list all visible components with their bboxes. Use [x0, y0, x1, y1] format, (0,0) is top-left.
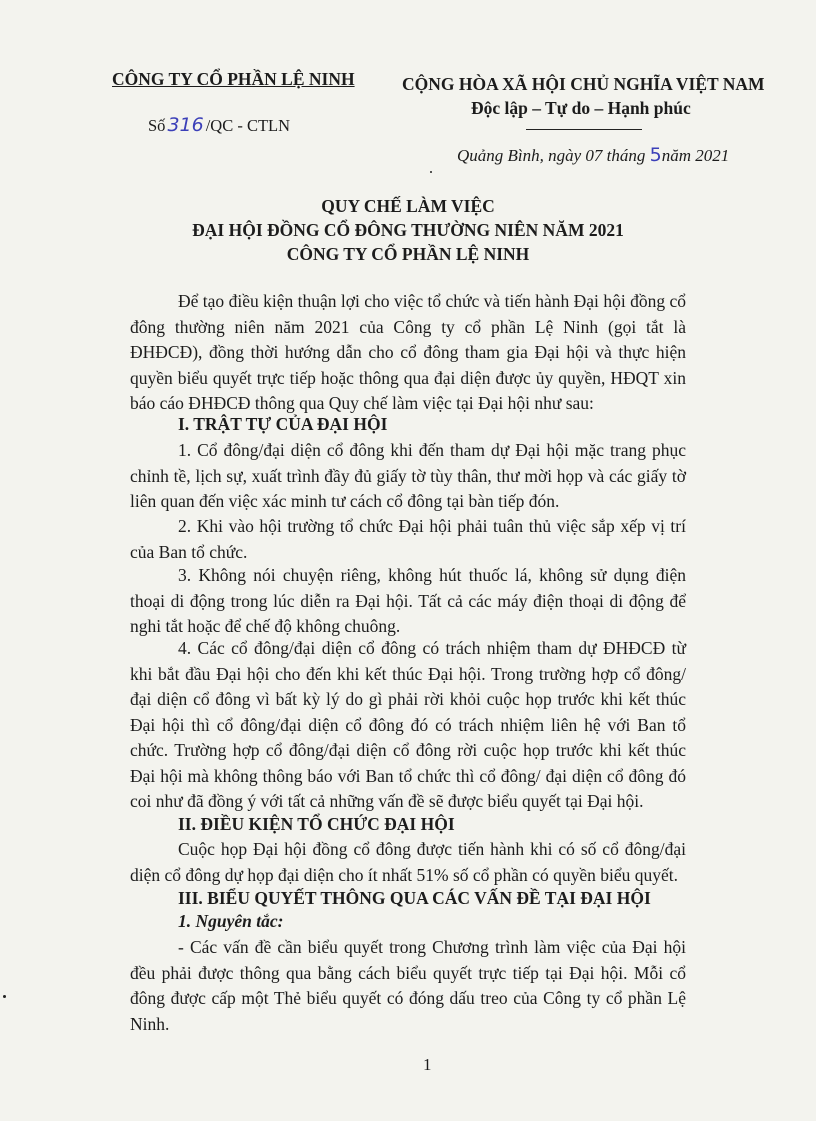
section-1-heading: I. TRẬT TỰ CỦA ĐẠI HỘI — [178, 414, 388, 434]
section-3-heading: III. BIỂU QUYẾT THÔNG QUA CÁC VẤN ĐỀ TẠI ĐẠI HỘI — [178, 888, 651, 908]
document-number — [148, 114, 290, 136]
handwritten-month: 5 — [649, 144, 662, 166]
motto: Độc lập – Tự do – Hạnh phúc — [471, 98, 691, 118]
title-line-3: CÔNG TY CỔ PHẦN LỆ NINH — [286, 244, 530, 264]
section-1-item-4: 4. Các cổ đông/đại diện cổ đông có trách nhiệm tham dự ĐHĐCĐ từ khi bắt đầu Đại hội cho đến khi kết thúc Đại hội. Trong trường hợp cổ đông/đại diện cổ đông vì bất kỳ lý do gì phải rời khỏi cuộc họp trước khi kết thúc Đại hội thì cổ đông/đại diện cổ đông đó có trách nhiệm liên hệ với Ban tổ chức. Trường hợp cổ đông/đại diện cổ đông rời cuộc họp trước khi kết thúc Đại hội mà không thông báo với Ban tổ chức thì cổ đông/ đại diện cổ đông đó coi như đã đồng ý với tất cả những vấn đề sẽ được biểu quyết tại Đại hội. — [130, 638, 686, 811]
date-prefix: Quảng Bình, ngày 07 tháng — [457, 146, 646, 165]
number-prefix: Số — [148, 116, 166, 135]
date-line — [457, 144, 729, 166]
handwritten-number: 316 — [167, 114, 204, 136]
country-name: CỘNG HÒA XÃ HỘI CHỦ NGHĨA VIỆT NAM — [402, 74, 765, 94]
section-2-text: Cuộc họp Đại hội đồng cổ đông được tiến hành khi có số cổ đông/đại diện cổ đông dự họp đại diện cho ít nhất 51% số cổ phần có quyền biểu quyết. — [130, 839, 686, 885]
company-name: CÔNG TY CỔ PHẦN LỆ NINH — [112, 69, 355, 89]
title-line-2: ĐẠI HỘI ĐỒNG CỔ ĐÔNG THƯỜNG NIÊN NĂM 2021 — [192, 220, 624, 240]
motto-underline — [526, 129, 642, 130]
title-line-1: QUY CHẾ LÀM VIỆC — [321, 196, 495, 216]
intro-paragraph: Để tạo điều kiện thuận lợi cho việc tổ chức và tiến hành Đại hội đồng cổ đông thường niên năm 2021 của Công ty cổ phần Lệ Ninh (gọi tắt là ĐHĐCĐ), đồng thời hướng dẫn cho cổ đông tham gia Đại hội và thực hiện quyền biểu quyết trực tiếp hoặc thông qua đại diện được ủy quyền, HĐQT xin báo cáo ĐHĐCĐ thông qua Quy chế làm việc tại Đại hội như sau: — [130, 291, 686, 413]
section-2-heading: II. ĐIỀU KIỆN TỔ CHỨC ĐẠI HỘI — [178, 814, 455, 834]
section-1-item-2: 2. Khi vào hội trường tổ chức Đại hội phải tuân thủ việc sắp xếp vị trí của Ban tổ chức. — [130, 516, 686, 562]
section-3-subheading: 1. Nguyên tắc: — [178, 911, 284, 931]
scan-speck — [430, 171, 432, 173]
page-number: 1 — [423, 1055, 432, 1074]
number-suffix: /QC - CTLN — [205, 116, 291, 135]
section-1-item-3: 3. Không nói chuyện riêng, không hút thuốc lá, không sử dụng điện thoại di động trong lúc diễn ra Đại hội. Tất cả các máy điện thoại di động để nghi tắt hoặc để chế độ không chuông. — [130, 565, 686, 636]
section-1-item-1: 1. Cổ đông/đại diện cổ đông khi đến tham dự Đại hội mặc trang phục chỉnh tề, lịch sự, xuất trình đầy đủ giấy tờ tùy thân, thư mời họp và các giấy tờ liên quan đến việc xác minh tư cách cổ đông tại bàn tiếp đón. — [130, 440, 686, 511]
date-suffix: năm 2021 — [661, 146, 730, 165]
scan-speck — [3, 995, 6, 998]
section-3-bullet-1: - Các vấn đề cần biểu quyết trong Chương trình làm việc của Đại hội đều phải được thông qua bằng cách biểu quyết trực tiếp tại Đại hội. Mỗi cổ đông được cấp một Thẻ biểu quyết có đóng dấu treo của Công ty cổ phần Lệ Ninh. — [130, 937, 686, 1034]
